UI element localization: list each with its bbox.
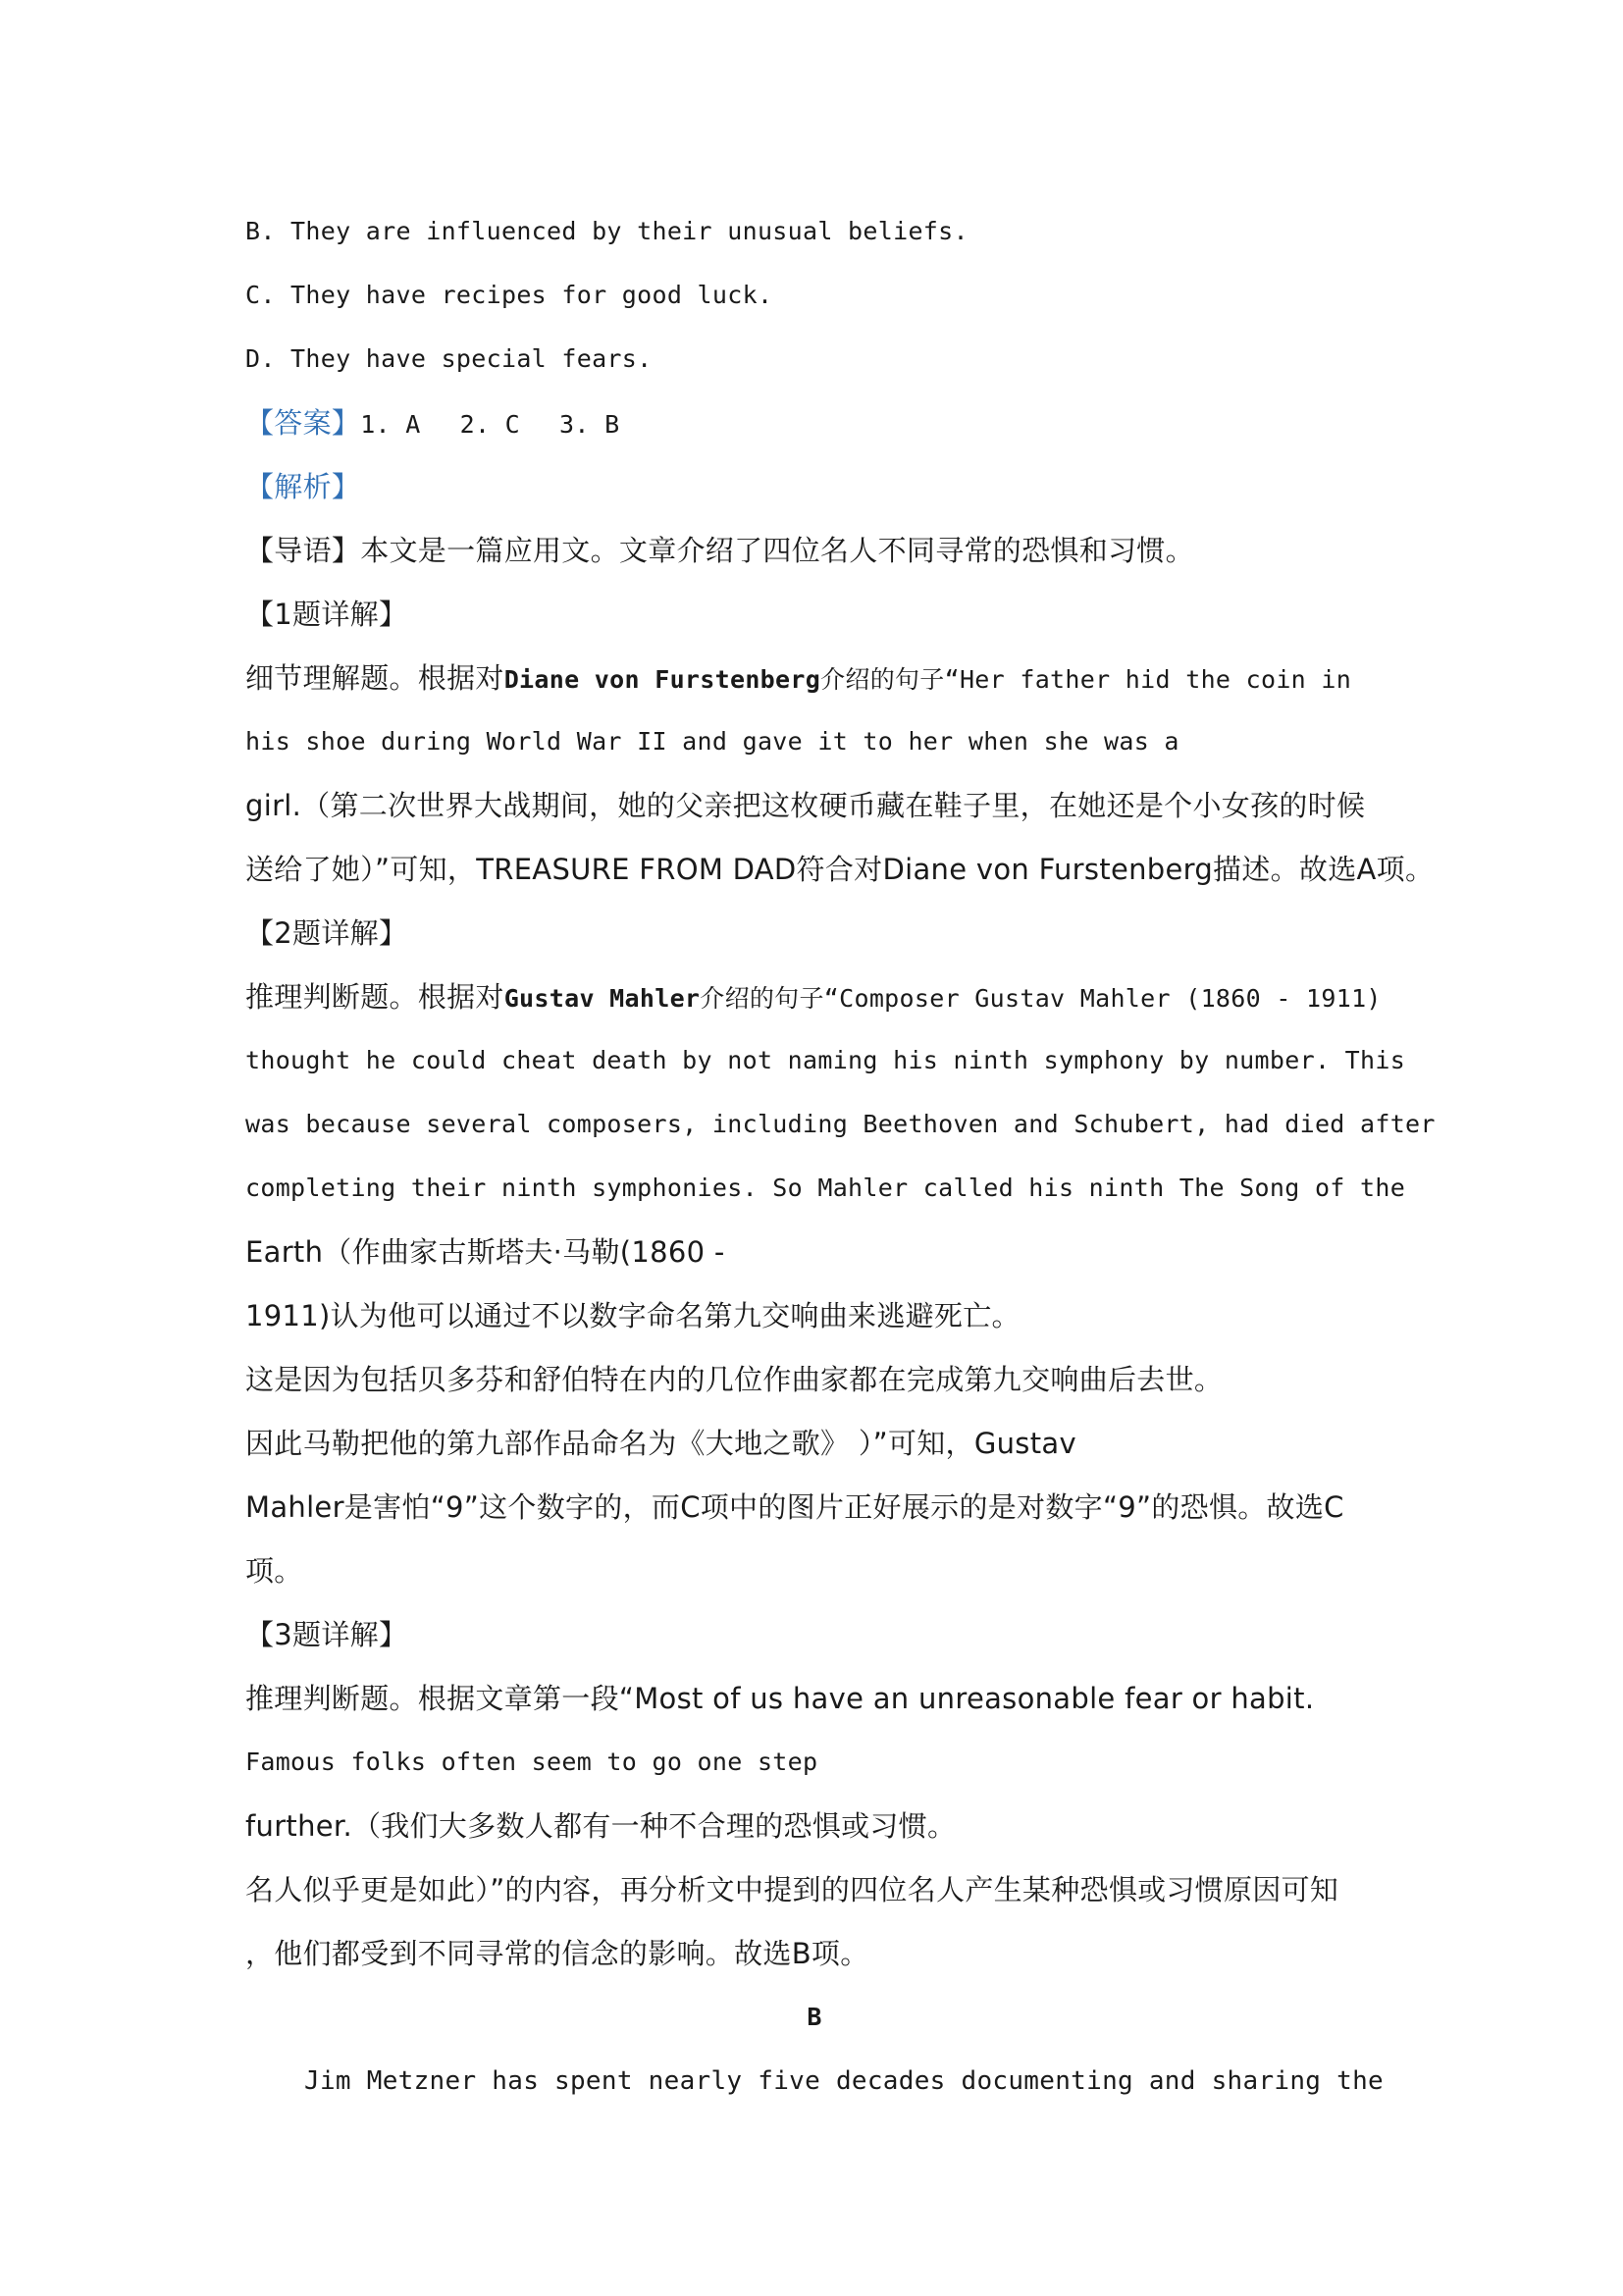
answer-3: 3. B	[559, 410, 620, 439]
q1-header: 【1题详解】	[245, 598, 408, 631]
q2-line-2: thought he could cheat death by not naming his ninth symphony by number. This	[245, 1046, 1406, 1074]
word: spent	[554, 2066, 633, 2096]
q2-line-4: completing their ninth symphonies. So Mahler called his ninth The Song of the	[245, 1174, 1406, 1202]
q1-bold-name: Diane von Furstenberg	[503, 665, 821, 694]
intro-tag: 【导语】	[245, 534, 361, 567]
intro-text: 本文是一篇应用文。文章介绍了四位名人不同寻常的恐惧和习惯。	[360, 534, 1194, 567]
word: nearly	[648, 2066, 743, 2096]
q2-line-6: 1911)认为他可以通过不以数字命名第九交响曲来逃避死亡。	[245, 1299, 1021, 1332]
answer-line	[245, 397, 1384, 461]
q1-line-1: 细节理解题。根据对Diane von Furstenberg介绍的句子“Her father hid the coin in	[245, 661, 1352, 695]
word: sharing	[1211, 2066, 1322, 2096]
q3-line-2: Famous folks often seem to go one step	[245, 1748, 818, 1776]
answer-1: 1. A	[360, 410, 421, 439]
q2-line-5: Earth（作曲家古斯塔夫·马勒(1860 -	[245, 1235, 725, 1269]
q2-line-3: was because several composers, including Beethoven and Schubert, had died after	[245, 1110, 1436, 1138]
q2-line-1: 推理判断题。根据对Gustav Mahler介绍的句子“Composer Gustav Mahler (1860 - 1911)	[245, 980, 1382, 1014]
q3-line-4: 名人似乎更是如此）”的内容，再分析文中提到的四位名人产生某种恐惧或习惯原因可知	[245, 1873, 1339, 1906]
word: Jim	[304, 2066, 351, 2096]
option-c: C. They have recipes for good luck.	[245, 281, 773, 309]
analysis-line	[245, 461, 1384, 525]
word: has	[492, 2066, 540, 2096]
q3-header: 【3题详解】	[245, 1618, 408, 1651]
q3-line-1: 推理判断题。根据文章第一段“Most of us have an unreasonable fear or habit.	[245, 1682, 1315, 1715]
option-d: D. They have special fears.	[245, 344, 653, 373]
word: Metzner	[366, 2066, 477, 2096]
word: and	[1148, 2066, 1196, 2096]
word: the	[1336, 2066, 1384, 2096]
option-b: B. They are influenced by their unusual beliefs.	[245, 217, 969, 245]
answer-2: 2. C	[459, 410, 521, 439]
answer-tag: 【答案】	[245, 406, 361, 440]
section-b-title: B	[807, 2003, 822, 2031]
q2-line-10: 项。	[245, 1554, 303, 1588]
q2-line-8: 因此马勒把他的第九部作品命名为《大地之歌》 ）”可知，Gustav	[245, 1427, 1076, 1460]
q3-line-3: further.（我们大多数人都有一种不合理的恐惧或习惯。	[245, 1809, 957, 1843]
word: five	[758, 2066, 821, 2096]
document-page	[245, 206, 1436, 2119]
q3-line-5: ，他们都受到不同寻常的信念的影响。故选B项。	[245, 1937, 869, 1970]
intro-line	[245, 525, 1384, 589]
q2-line-9: Mahler是害怕“9”这个数字的，而C项中的图片正好展示的是对数字“9”的恐惧。故选C	[245, 1490, 1344, 1524]
analysis-tag: 【解析】	[245, 470, 361, 503]
q2-header: 【2题详解】	[245, 916, 408, 950]
q1-line-3: girl.（第二次世界大战期间，她的父亲把这枚硬币藏在鞋子里，在她还是个小女孩的时候	[245, 789, 1366, 822]
word: decades	[835, 2066, 946, 2096]
section-b-first-line	[245, 2056, 1384, 2119]
word: documenting	[961, 2066, 1133, 2096]
q1-line-2: his shoe during World War II and gave it to her when she was a	[245, 727, 1179, 756]
q2-bold-name: Gustav Mahler	[503, 984, 701, 1013]
q1-line-4: 送给了她）”可知，TREASURE FROM DAD符合对Diane von Furstenberg描述。故选A项。	[245, 853, 1435, 886]
q2-line-7: 这是因为包括贝多芬和舒伯特在内的几位作曲家都在完成第九交响曲后去世。	[245, 1363, 1224, 1396]
